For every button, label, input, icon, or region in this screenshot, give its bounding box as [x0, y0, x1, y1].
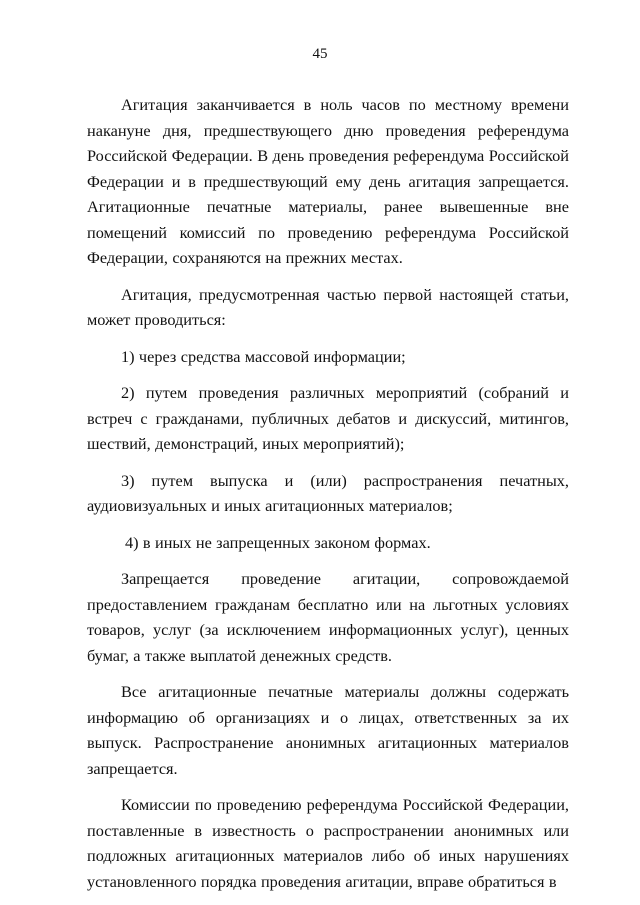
list-item-other-forms: 4) в иных не запрещенных законом формах.	[125, 532, 431, 552]
page-number: 45	[312, 46, 328, 62]
paragraph-printed-materials: Все агитационные печатные материалы должны содержать информацию об организациях и о лицах, ответственных за их выпуск. Распространение анонимных агитационных материалов запрещается.	[87, 682, 569, 778]
list-item-mass-media: 1) через средства массовой информации;	[121, 346, 406, 366]
paragraph-prohibition: Запрещается проведение агитации, сопровождаемой предоставлением гражданам бесплатно или на льготных условиях товаров, услуг (за исключением информационных услуг), ценных бумаг, а также выплатой денежных средств.	[87, 569, 569, 665]
list-item-materials: 3) путем выпуска и (или) распространения печатных, аудиовизуальных и иных агитационных материалов;	[87, 470, 569, 515]
document-body	[87, 92, 569, 905]
list-item-events: 2) путем проведения различных мероприятий (собраний и встреч с гражданами, публичных дебатов и дискуссий, митингов, шествий, демонстраций, иных мероприятий);	[87, 383, 569, 453]
paragraph-commissions: Комиссии по проведению референдума Российской Федерации, поставленные в известность о распространении анонимных или подложных агитационных материалов либо об иных нарушениях установленного порядка проведения агитации, вправе обратиться в	[87, 795, 569, 891]
paragraph-agitation-end: Агитация заканчивается в ноль часов по местному времени накануне дня, предшествующего дню проведения референдума Российской Федерации. В день проведения референдума Российской Федерации и в предшествующий ему день агитация запрещается. Агитационные печатные материалы, ранее вывешенные вне помещений комиссий по проведению референдума Российской Федерации, сохраняются на прежних местах.	[87, 95, 569, 267]
paragraph-agitation-methods-intro: Агитация, предусмотренная частью первой настоящей статьи, может проводиться:	[87, 284, 569, 329]
